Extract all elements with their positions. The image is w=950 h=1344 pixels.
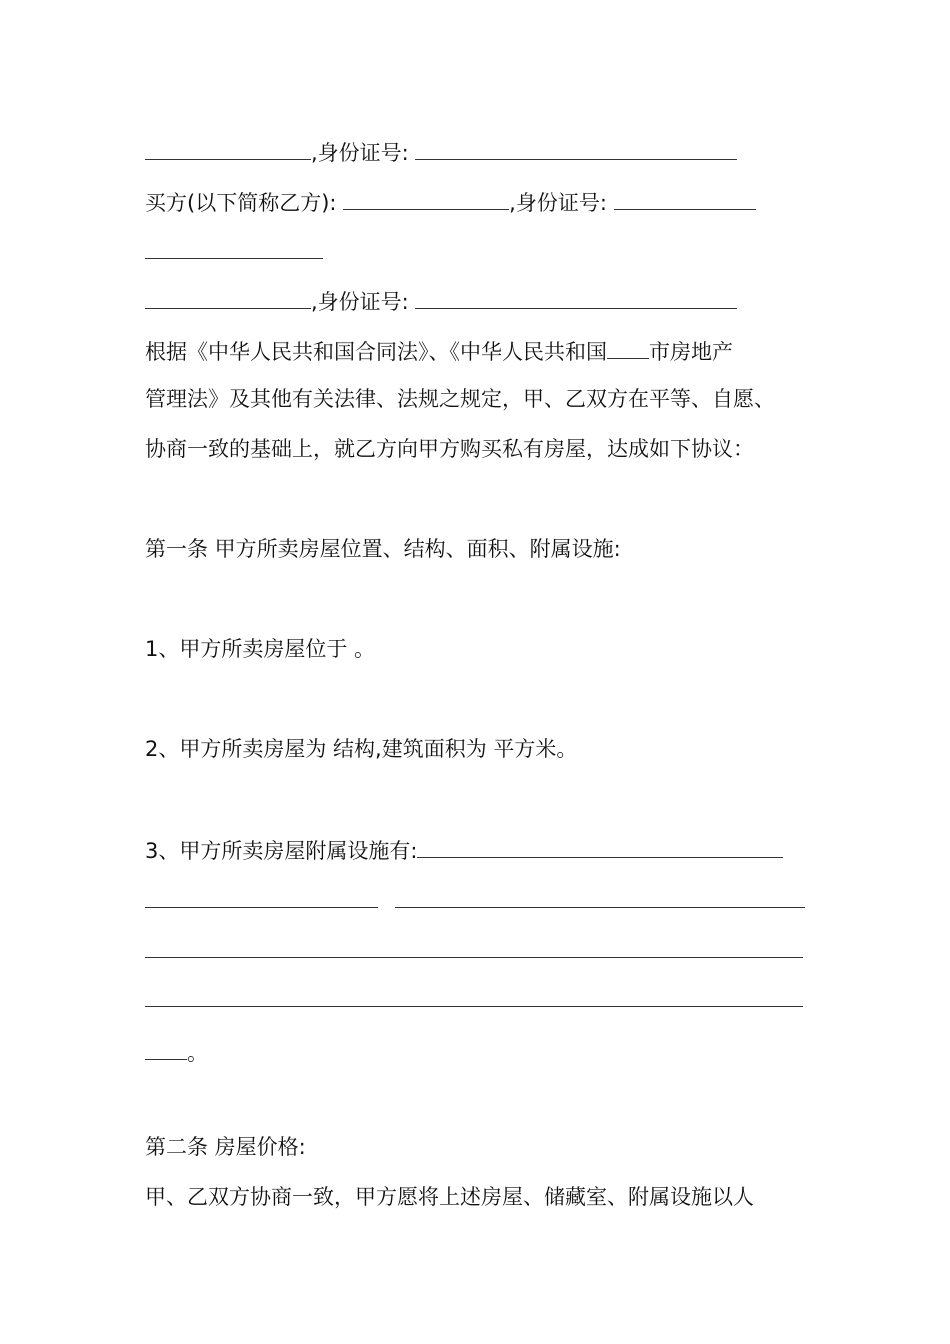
id-number-blank[interactable] xyxy=(415,137,737,160)
basis-text-1: 根据《中华人民共和国合同法》、《中华人民共和国 xyxy=(145,340,607,364)
facilities-blank[interactable] xyxy=(417,835,783,858)
article1-item3 xyxy=(145,835,783,865)
buyer-id-blank[interactable] xyxy=(614,187,756,210)
basis-line-1 xyxy=(145,336,733,366)
facilities-blank-2b[interactable] xyxy=(395,907,805,908)
facilities-blank-3[interactable] xyxy=(145,957,803,958)
article2-text: 甲、乙双方协商一致，甲方愿将上述房屋、储藏室、附属设施以人 xyxy=(145,1185,754,1209)
buyer-agent-id-line xyxy=(145,286,737,316)
article1-item2: 2、甲方所卖房屋为 结构,建筑面积为 平方米。 xyxy=(145,737,578,761)
buyer-label: 买方(以下简称乙方): xyxy=(145,191,337,215)
end-mark: 。 xyxy=(187,1041,208,1065)
agent-name-blank[interactable] xyxy=(145,286,311,309)
article1-title: 第一条 甲方所卖房屋位置、结构、面积、附属设施: xyxy=(145,537,621,561)
agent-id-blank[interactable] xyxy=(415,286,737,309)
facilities-end-line xyxy=(145,1037,208,1067)
id-label: ,身份证号: xyxy=(311,141,409,165)
basis-line-2: 管理法》及其他有关法律、法规之规定，甲、乙双方在平等、自愿、 xyxy=(145,387,775,411)
buyer-id-blank-continued[interactable] xyxy=(145,258,323,259)
name-blank[interactable] xyxy=(145,137,311,160)
item3-label: 3、甲方所卖房屋附属设施有: xyxy=(145,839,418,863)
facilities-blank-4[interactable] xyxy=(145,1006,803,1007)
buyer-id-label: ,身份证号: xyxy=(509,191,607,215)
facilities-blank-2a[interactable] xyxy=(145,907,378,908)
basis-text-1-end: 市房地产 xyxy=(649,340,733,364)
seller-id-line xyxy=(145,137,737,167)
buyer-line xyxy=(145,187,756,217)
basis-line-3: 协商一致的基础上，就乙方向甲方购买私有房屋，达成如下协议： xyxy=(145,437,754,461)
article1-item1: 1、甲方所卖房屋位于 。 xyxy=(145,637,376,661)
facilities-blank-5[interactable] xyxy=(145,1037,187,1060)
article2-title: 第二条 房屋价格: xyxy=(145,1135,306,1159)
agent-id-label: ,身份证号: xyxy=(311,290,409,314)
city-blank[interactable] xyxy=(607,336,649,359)
buyer-name-blank[interactable] xyxy=(343,187,509,210)
